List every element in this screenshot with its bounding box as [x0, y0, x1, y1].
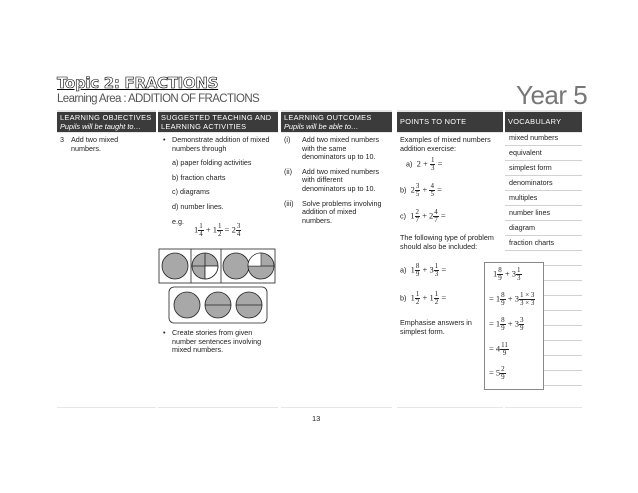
notes-example-b: b) 2 $\frac{3}{5}$ + $\frac{4}{5}$ =	[400, 182, 442, 198]
teaching-header	[158, 112, 278, 132]
fraction-diagram-quarters	[158, 248, 276, 284]
working-line-5: = 5 $\frac{2}{9}$	[489, 365, 505, 381]
teaching-eg: e.g.	[172, 216, 184, 226]
notes-example-a: a) 2 + $\frac{1}{3}$ =	[406, 156, 443, 172]
page-number: 13	[312, 414, 321, 423]
working-line-3: = 1 $\frac{8}{9}$ + 3 $\frac{3}{9}$	[489, 316, 524, 332]
notes-example-b2: b) 1 $\frac{1}{2}$ + 1 $\frac{1}{2}$ =	[400, 290, 447, 306]
teaching-item-d: d) number lines.	[172, 201, 224, 211]
objective-number: 3	[60, 135, 64, 144]
vocab-item: denominators	[509, 178, 553, 187]
outcome-3	[284, 200, 382, 226]
objectives-header-subtitle: Pupils will be taught to…	[60, 122, 141, 131]
outcome-1-label: (i)	[284, 135, 291, 144]
working-line-1: 1 $\frac{8}{9}$ + 3 $\frac{1}{3}$	[493, 266, 521, 282]
topic-title: Topic 2: FRACTIONS	[57, 74, 219, 92]
outcome-2-label: (ii)	[284, 166, 292, 176]
notes-header	[397, 112, 503, 132]
fraction-diagram-halves	[168, 286, 268, 324]
area-separator: :	[120, 93, 128, 105]
teaching-item-c: c) diagrams	[172, 187, 210, 197]
teaching-item-b: b) fraction charts	[172, 172, 226, 182]
teaching-bullet-2: • Create stories from given number sentences involving mixed numbers.	[161, 329, 273, 355]
outcome-2	[284, 168, 382, 194]
objective-text: Add two mixed numbers.	[71, 135, 119, 153]
outcomes-header-title: LEARNING OUTCOMES	[284, 113, 372, 122]
notes-following: The following type of problem should also be included:	[400, 233, 494, 251]
teaching-bullet-1: • Demonstrate addition of mixed numbers through	[161, 136, 271, 153]
notes-emphasise: Emphasise answers in simplest form.	[400, 318, 472, 336]
area-value: ADDITION OF FRACTIONS	[127, 93, 260, 105]
objectives-cell	[57, 133, 156, 407]
outcome-1-text: Add two mixed numbers with the same denominators up to 10.	[302, 135, 380, 162]
working-line-4: = 4 $\frac{11}{9}$	[489, 341, 508, 357]
area-label: Learning Area	[57, 93, 121, 105]
notes-example-c: c) 1 $\frac{2}{7}$ + 2 $\frac{4}{7}$ =	[400, 208, 446, 224]
vocab-item: multiples	[509, 193, 538, 202]
outcomes-header	[281, 112, 392, 132]
vocab-item: equivalent	[509, 148, 542, 157]
year-label: Year 5	[516, 80, 588, 110]
notes-intro: Examples of mixed numbers addition exercise:	[400, 135, 491, 153]
vocab-item: number lines	[509, 208, 551, 217]
outcomes-header-subtitle: Pupils will be able to…	[284, 122, 359, 131]
vocab-header	[505, 112, 582, 132]
outcome-3-label: (iii)	[284, 198, 294, 208]
objectives-header	[57, 112, 156, 132]
vocab-item: diagram	[509, 223, 535, 232]
vocab-header-title: VOCABULARY	[508, 117, 562, 126]
objective-item	[60, 136, 153, 153]
working-line-2: = 1 $\frac{8}{9}$ + 3 $\frac{1 \times 3}{3 \times 3}$	[489, 291, 535, 307]
outcome-3-text: Solve problems involving addition of mixed numbers.	[302, 198, 382, 225]
teaching-item-a: a) paper folding activities	[172, 158, 252, 168]
vocab-item: fraction charts	[509, 238, 555, 247]
worked-solution-box	[484, 262, 544, 390]
teaching-cell	[158, 133, 278, 407]
vocab-item: simplest form	[509, 163, 552, 172]
notes-header-title: POINTS TO NOTE	[400, 117, 467, 126]
teaching-header-title: SUGGESTED TEACHING AND LEARNING ACTIVITIES	[161, 113, 272, 131]
outcome-1	[284, 136, 382, 162]
outcomes-cell	[281, 133, 392, 407]
learning-area	[57, 93, 259, 105]
objectives-header-title: LEARNING OBJECTIVES	[60, 113, 152, 122]
vocab-item: mixed numbers	[509, 133, 559, 142]
outcome-2-text: Add two mixed numbers with different denominators up to 10.	[302, 166, 380, 193]
teaching-example-equation: 1 $\frac{1}{4}$ + 1 $\frac{1}{2}$ = 2 $\frac{3}{4}$	[194, 222, 241, 238]
notes-example-a2: a) 1 $\frac{8}{9}$ + 3 $\frac{1}{3}$ =	[400, 262, 447, 278]
